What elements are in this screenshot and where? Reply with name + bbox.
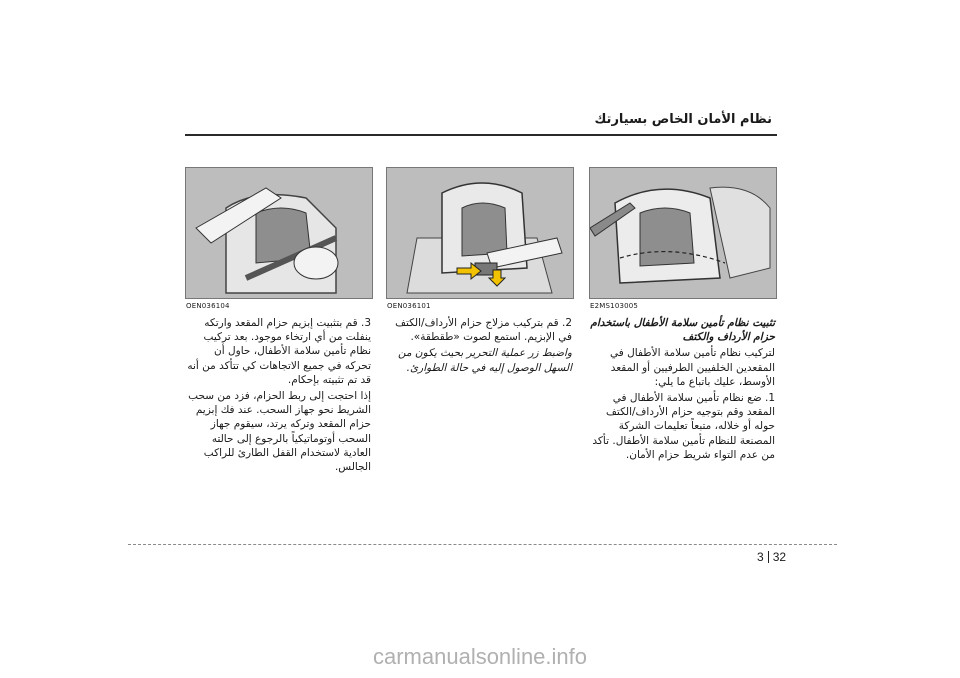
step-1-text: 1. ضع نظام تأمين سلامة الأطفال في المقعد وقم بتوجيه حزام الأرداف/الكتف حوله أو خلاله، متبعاً تعليمات الشركة المصنعة للنظام تأمين سلامة الأطفال. تأكد من عدم التواء شريط حزام الأمان. [592,392,775,461]
section-heading: تثبيت نظام تأمين سلامة الأطفال باستخدام حزام الأرداف والكتف [590,317,775,344]
figure-caption: OEN036104 [186,302,230,310]
page-number [757,550,786,564]
step-2-text: 2. قم بتركيب مزلاج حزام الأرداف/الكتف في الإبزيم. استمع لصوت «طقطقة». [395,317,572,344]
intro-text: لتركيب نظام تأمين سلامة الأطفال في المقعدين الخلفيين الطرفيين أو المقعد الأوسط، عليك باتباع ما يلي: [610,347,775,388]
figure-child-seat-buckle [386,167,574,299]
figure-caption: OEN036101 [387,302,431,310]
text-column-middle [386,316,572,377]
text-column-right [589,316,775,464]
figure-child-seat-tighten [185,167,373,299]
step-2-note: واضبط زر عملية التحرير بحيث يكون من السهل الوصول إليه في حالة الطوارئ. [397,347,572,374]
header-rule [185,134,777,136]
chapter-number: 3 [757,550,764,564]
step-3-text: 3. قم بتثبيت إبزيم حزام المقعد وارتكه ينفلت من أي ارتخاء موجود. بعد تركيب نظام تأمين سلامة الأطفال، حاول أن تحركه في جميع الاتجاهات كي تتأكد من أنه قد تم تثبيته بإحكام. [187,317,371,386]
text-column-left [185,316,371,476]
footer-rule [128,544,837,545]
figure-child-seat-lap-belt [589,167,777,299]
figure-caption: E2MS103005 [590,302,639,310]
page-header-title: نظام الأمان الخاص بسيارتك [594,112,772,127]
watermark-text: carmanualsonline.info [372,644,588,669]
step-3-continued-text: إذا احتجت إلى ربط الحزام، فزد من سحب الشريط نحو جهاز السحب. عند فك إبزيم حزام المقعد وتركه يرتد، سيقوم جهاز السحب أوتوماتيكياً بالرجوع إلى حالته العادية لاستخدام القفل الطارئ للراكب الجالس. [188,390,371,474]
page-number-value: 32 [772,550,787,564]
page-number-divider [768,551,769,563]
